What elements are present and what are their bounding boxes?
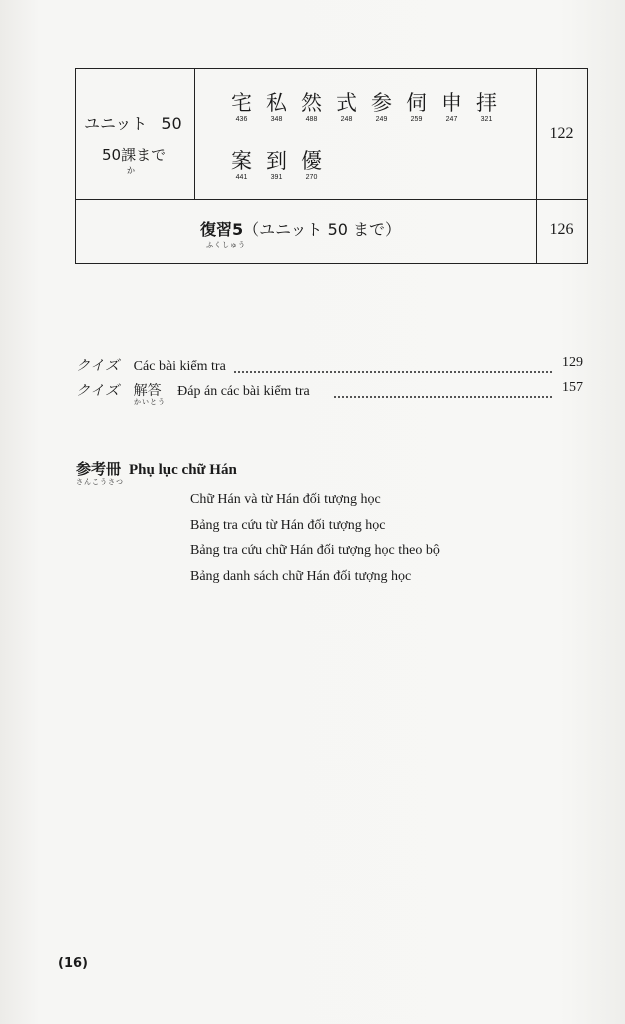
kanji-char: 申 bbox=[441, 91, 462, 115]
unit-subtitle-ruby: か bbox=[127, 166, 135, 175]
review-range: （ユニット 50 まで） bbox=[243, 220, 402, 239]
kanji-cell bbox=[194, 69, 537, 199]
kanji-char: 案 bbox=[231, 149, 252, 173]
review-row bbox=[76, 199, 587, 263]
kanji-number: 441 bbox=[235, 174, 248, 181]
quiz-text: Các bài kiểm tra bbox=[133, 359, 226, 374]
quiz-label: クイズ bbox=[76, 383, 121, 399]
review-ruby: ふくしゅう bbox=[206, 241, 246, 249]
unit-number: 50 bbox=[161, 114, 182, 133]
reference-item: Chữ Hán và từ Hán đối tượng học bbox=[190, 492, 381, 507]
kanji-char: 到 bbox=[266, 149, 287, 173]
kanji-item bbox=[401, 91, 432, 124]
kanji-number: 488 bbox=[305, 116, 318, 123]
kanji-number: 436 bbox=[235, 116, 248, 123]
review-label: 復習5 bbox=[200, 220, 244, 239]
kanji-char: 参 bbox=[371, 91, 392, 115]
kanji-item bbox=[261, 149, 292, 182]
unit-page-number: 122 bbox=[549, 125, 574, 142]
kanji-number: 348 bbox=[270, 116, 283, 123]
kanji-item bbox=[296, 91, 327, 124]
unit-page-cell bbox=[536, 69, 587, 199]
kanji-char: 優 bbox=[301, 149, 322, 173]
kanji-line-1 bbox=[226, 91, 506, 124]
kanji-line-2 bbox=[226, 149, 331, 182]
kanji-char: 私 bbox=[266, 91, 287, 115]
reference-ruby: さんこうさつ bbox=[76, 478, 124, 486]
quiz-sublabel: 解答 bbox=[133, 383, 162, 399]
kanji-number: 270 bbox=[305, 174, 318, 181]
quiz-entry bbox=[76, 355, 226, 375]
kanji-item bbox=[436, 91, 467, 124]
kanji-char: 拝 bbox=[476, 91, 497, 115]
kanji-item bbox=[366, 91, 397, 124]
reference-item: Bảng danh sách chữ Hán đối tượng học bbox=[190, 568, 412, 584]
page-number: (16) bbox=[58, 956, 88, 971]
unit-title-text: ユニット bbox=[84, 114, 148, 133]
kanji-item bbox=[226, 149, 257, 182]
quiz-text: Đáp án các bài kiểm tra bbox=[177, 384, 310, 399]
reference-item: Bảng tra cứu chữ Hán đối tượng học theo bộ bbox=[190, 543, 440, 558]
review-title bbox=[200, 217, 401, 240]
leader-dots bbox=[234, 357, 552, 373]
reference-list bbox=[190, 487, 440, 589]
kanji-char: 然 bbox=[301, 91, 322, 115]
kanji-number: 248 bbox=[340, 116, 353, 123]
kanji-number: 391 bbox=[270, 174, 283, 181]
reference-jp-title: 参考冊 bbox=[76, 460, 122, 478]
unit-title bbox=[84, 111, 182, 134]
review-page-number: 126 bbox=[549, 221, 574, 238]
kanji-item bbox=[331, 91, 362, 124]
reference-title: Phụ lục chữ Hán bbox=[129, 462, 237, 478]
quiz-page-number: 157 bbox=[562, 380, 583, 395]
review-page-cell bbox=[536, 199, 587, 263]
kanji-number: 259 bbox=[410, 116, 423, 123]
quiz-label: クイズ bbox=[76, 358, 121, 374]
kanji-number: 321 bbox=[480, 116, 493, 123]
quiz-sublabel-ruby: かいとう bbox=[134, 398, 166, 406]
unit-subtitle: 50課まで bbox=[102, 146, 167, 164]
kanji-item bbox=[261, 91, 292, 124]
unit-row bbox=[76, 69, 587, 200]
kanji-item bbox=[226, 91, 257, 124]
kanji-number: 247 bbox=[445, 116, 458, 123]
reference-heading bbox=[76, 458, 237, 479]
reference-item: Bảng tra cứu từ Hán đối tượng học bbox=[190, 517, 386, 533]
kanji-item bbox=[296, 149, 327, 182]
quiz-page-number: 129 bbox=[562, 355, 583, 370]
toc-table bbox=[75, 68, 588, 264]
kanji-item bbox=[471, 91, 502, 124]
quiz-entry bbox=[76, 380, 310, 400]
unit-cell bbox=[76, 69, 195, 199]
leader-dots bbox=[334, 382, 552, 398]
kanji-number: 249 bbox=[375, 116, 388, 123]
review-cell bbox=[76, 199, 537, 263]
kanji-char: 伺 bbox=[406, 91, 427, 115]
kanji-char: 式 bbox=[336, 91, 357, 115]
kanji-char: 宅 bbox=[231, 91, 252, 115]
